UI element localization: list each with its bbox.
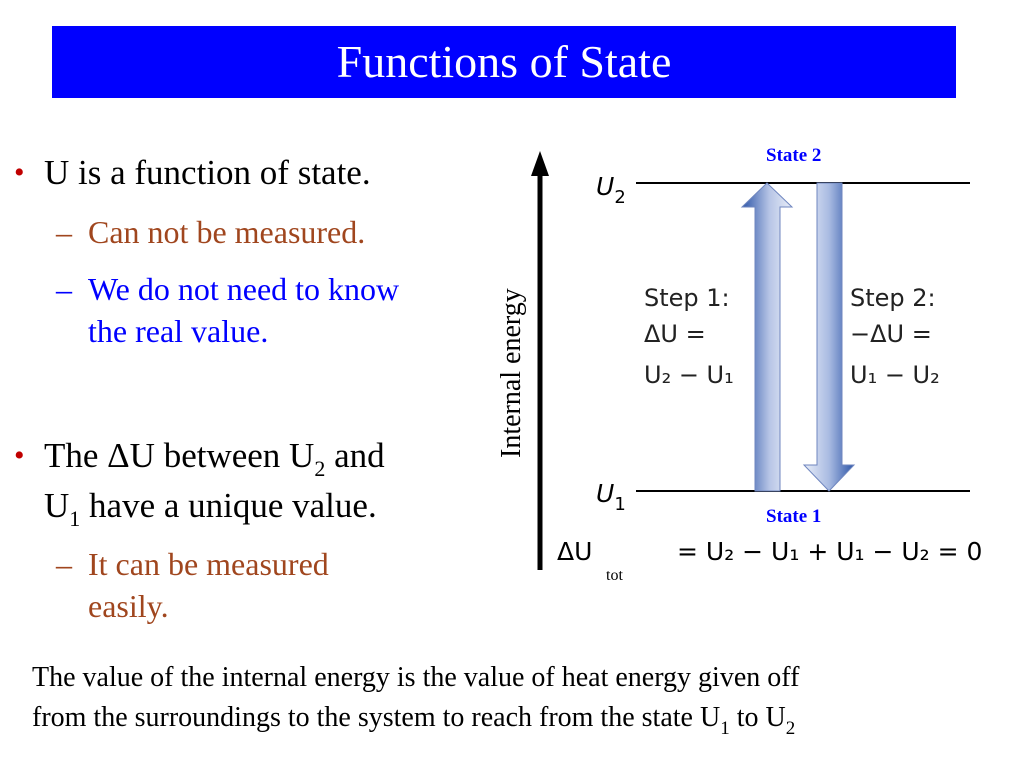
step-2-down-arrow [804, 183, 854, 491]
step-2-text: Step 2: −ΔU = U₁ − U₂ [850, 284, 940, 389]
total-equation: = U₂ − U₁ + U₁ − U₂ = 0 [677, 537, 983, 566]
dash-icon: – [56, 214, 72, 250]
u1-label: $U_1$ [596, 479, 626, 515]
step-1-text: Step 1: ΔU = U₂ − U₁ [644, 284, 734, 389]
step-1-up-arrow [742, 183, 792, 491]
bullet-1-text: U is a function of state. [44, 153, 371, 192]
bullet-2-line2-sub: 1 [69, 506, 81, 531]
bullet-2-sub-1-line2: easily. [88, 588, 169, 624]
bullet-1-sub-1-text: Can not be measured. [88, 214, 366, 250]
delta-u-total: ΔU [557, 537, 593, 566]
bullet-dot-icon: • [14, 156, 25, 189]
bullet-dot-icon: • [14, 439, 25, 472]
bullet-2-line2-post: have a unique value. [80, 486, 377, 525]
tot-subscript: tot [606, 567, 623, 584]
bullet-2-line1-sub: 2 [314, 456, 326, 481]
footer-line1: The value of the internal energy is the value of heat energy given off [32, 662, 800, 693]
bullet-1-sub-2-line1: We do not need to know [88, 271, 400, 307]
footer-line2-sub2: 2 [785, 718, 796, 739]
bullet-2-line2-pre: U [44, 486, 70, 525]
bullet-2-line1-pre: The ΔU between U [44, 436, 315, 475]
dash-icon: – [56, 546, 72, 582]
bullet-2-sub-1-line1: It can be measured [88, 546, 329, 582]
axis-arrow-icon [531, 151, 549, 176]
bullet-1-sub-2-line2: the real value. [88, 313, 269, 349]
state-2-label: State 2 [766, 145, 822, 166]
bullet-2-line1-post: and [325, 436, 385, 475]
footer-line2-pre: from the surroundings to the system to reach from the state U [32, 702, 721, 733]
footer-line2-mid: to U [729, 702, 786, 733]
state-1-label: State 1 [766, 506, 822, 527]
axis-label: Internal energy [496, 288, 527, 458]
u2-label: $U_2$ [596, 172, 626, 208]
slide-title: Functions of State [336, 36, 672, 87]
footer-line2-sub1: 1 [720, 718, 730, 739]
dash-icon: – [56, 271, 72, 307]
